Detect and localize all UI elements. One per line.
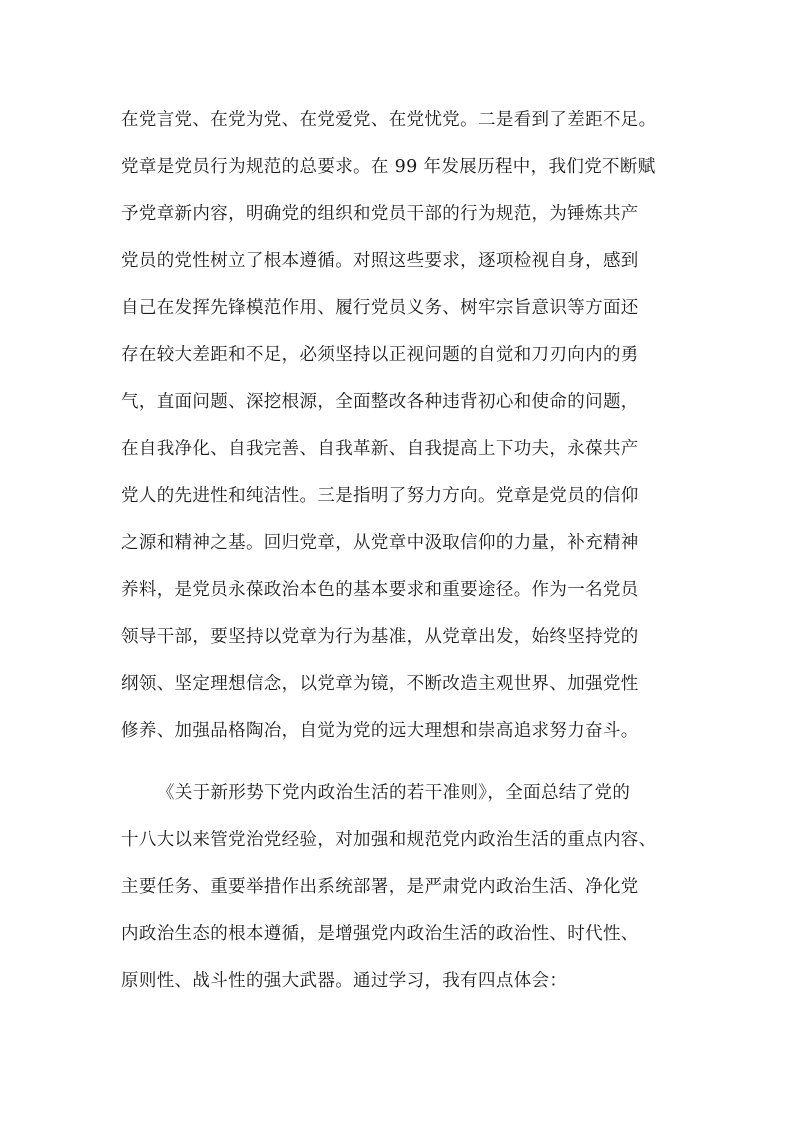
text-line: 养料，是党员永葆政治本色的基本要求和重要途径。作为一名党员	[121, 580, 639, 600]
text-line: 自己在发挥先锋模范作用、履行党员义务、树牢宗旨意识等方面还	[121, 298, 639, 318]
text-line: 主要任务、重要举措作出系统部署，是严肃党内政治生活、净化党	[121, 877, 639, 897]
text-line: 予党章新内容，明确党的组织和党员干部的行为规范，为锤炼共产	[121, 204, 639, 224]
text-line: 领导干部，要坚持以党章为行为基准，从党章出发，始终坚持党的	[121, 627, 639, 647]
text-line: 党员的党性树立了根本遵循。对照这些要求，逐项检视自身，感到	[121, 251, 639, 271]
text-line: 原则性、战斗性的强大武器。通过学习，我有四点体会：	[121, 971, 568, 991]
text-line: 在党言党、在党为党、在党爱党、在党忧党。二是看到了差距不足。	[121, 110, 657, 130]
text-line: 党人的先进性和纯洁性。三是指明了努力方向。党章是党员的信仰	[121, 486, 639, 506]
text-line: 气，直面问题、深挖根源，全面整改各种违背初心和使命的问题，	[121, 392, 639, 412]
text-line: 修养、加强品格陶冶，自觉为党的远大理想和崇高追求努力奋斗。	[121, 721, 639, 741]
text-line: 党章是党员行为规范的总要求。在 99 年发展历程中，我们党不断赋	[121, 157, 656, 177]
text-line: 存在较大差距和不足，必须坚持以正视问题的自觉和刀刃向内的勇	[121, 345, 639, 365]
text-line: 内政治生态的根本遵循，是增强党内政治生活的政治性、时代性、	[121, 924, 639, 944]
text-line: 《关于新形势下党内政治生活的若干准则》，全面总结了党的	[157, 783, 631, 803]
text-line: 十八大以来管党治党经验，对加强和规范党内政治生活的重点内容、	[121, 830, 657, 850]
text-line: 之源和精神之基。回归党章，从党章中汲取信仰的力量，补充精神	[121, 533, 639, 553]
text-line: 在自我净化、自我完善、自我革新、自我提高上下功夫，永葆共产	[121, 439, 639, 459]
text-line: 纲领、坚定理想信念，以党章为镜，不断改造主观世界、加强党性	[121, 674, 639, 694]
